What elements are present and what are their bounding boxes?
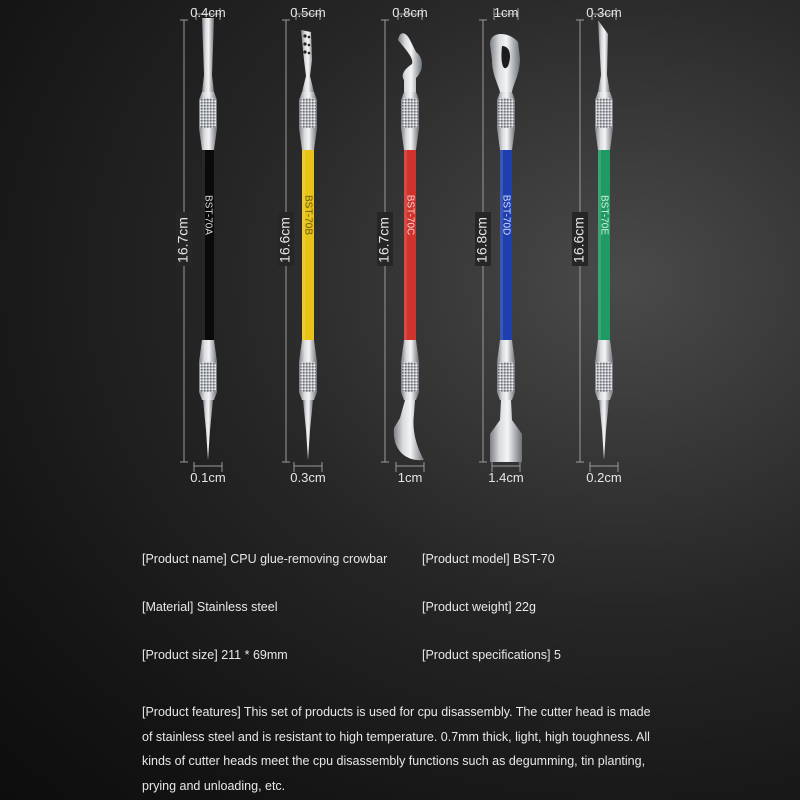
- tool-bst-70a: [199, 18, 217, 460]
- top-width-label: 1cm: [493, 5, 519, 20]
- knurled-grip-top: [300, 98, 316, 128]
- tool-tip-top: [301, 30, 314, 92]
- tool-dimensions: [175, 5, 226, 485]
- tool-model-label: BST-70B: [302, 194, 314, 236]
- bottom-width-label: 1.4cm: [488, 470, 524, 485]
- length-label: 16.7cm: [174, 217, 191, 263]
- tool-bst-70c: [394, 33, 424, 460]
- tool-tip-top: [398, 33, 422, 92]
- bottom-width-label: 1cm: [397, 470, 423, 485]
- tip-hole-icon: [303, 50, 306, 53]
- spec-row-3: [142, 648, 662, 668]
- knurled-grip-top: [200, 98, 216, 128]
- tool-tip-top: [202, 18, 214, 92]
- tool-tip-bottom: [394, 400, 424, 460]
- tool-model-label: BST-70E: [598, 194, 610, 236]
- product-specifications: [Product specifications] 5: [422, 648, 561, 662]
- tip-hole-icon: [308, 52, 311, 55]
- knurled-grip-bottom: [402, 362, 418, 392]
- tool-dimensions: [277, 5, 326, 485]
- tool-model-label: BST-70A: [202, 194, 214, 236]
- tool-tip-bottom: [303, 400, 313, 460]
- tool-tip-bottom: [203, 400, 213, 460]
- tool-bst-70b: [299, 30, 317, 460]
- length-label: 16.6cm: [276, 217, 293, 263]
- tip-hole-icon: [308, 36, 311, 39]
- tip-hole-icon: [303, 42, 306, 45]
- length-label: 16.7cm: [375, 217, 392, 263]
- tool-bst-70e: [595, 20, 613, 460]
- knurled-grip-bottom: [596, 362, 612, 392]
- knurled-grip-top: [402, 98, 418, 128]
- tool-tip-bottom: [599, 400, 609, 460]
- top-width-label: 0.4cm: [190, 5, 226, 20]
- bottom-width-label: 0.1cm: [190, 470, 226, 485]
- product-weight: [Product weight] 22g: [422, 600, 536, 614]
- spec-row-1: [142, 552, 662, 572]
- top-width-label: 0.3cm: [586, 5, 622, 20]
- knurled-grip-top: [498, 98, 514, 128]
- tool-bst-70d: [490, 34, 522, 462]
- tool-model-label: BST-70C: [404, 194, 416, 236]
- knurled-grip-top: [596, 98, 612, 128]
- product-size: [Product size] 211 * 69mm: [142, 648, 288, 662]
- length-label: 16.6cm: [570, 217, 587, 263]
- length-label: 16.8cm: [473, 217, 490, 263]
- knurled-grip-bottom: [300, 362, 316, 392]
- tool-tip-bottom: [490, 400, 522, 462]
- bottom-width-label: 0.3cm: [290, 470, 326, 485]
- tool-tip-top: [598, 20, 610, 92]
- knurled-grip-bottom: [200, 362, 216, 392]
- knurled-grip-bottom: [498, 362, 514, 392]
- product-features: [Product features] This set of products is used for cpu disassembly. The cutter head is made of stainless steel and is resistant to high temperature. 0.7mm thick, light, high toughness. All kinds of cutter heads meet the cpu disassembly functions such as degumming, tin planting, prying and unloading, etc.: [142, 705, 651, 793]
- spec-row-2: [142, 600, 662, 620]
- tip-hole-icon: [303, 34, 306, 37]
- bottom-width-label: 0.2cm: [586, 470, 622, 485]
- tool-model-label: BST-70D: [500, 194, 512, 236]
- top-width-label: 0.8cm: [392, 5, 428, 20]
- product-material: [Material] Stainless steel: [142, 600, 278, 614]
- tool-dimensions: [571, 5, 622, 485]
- top-width-label: 0.5cm: [290, 5, 326, 20]
- product-name: [Product name] CPU glue-removing crowbar: [142, 552, 388, 566]
- tip-hole-icon: [308, 44, 311, 47]
- product-model: [Product model] BST-70: [422, 552, 555, 566]
